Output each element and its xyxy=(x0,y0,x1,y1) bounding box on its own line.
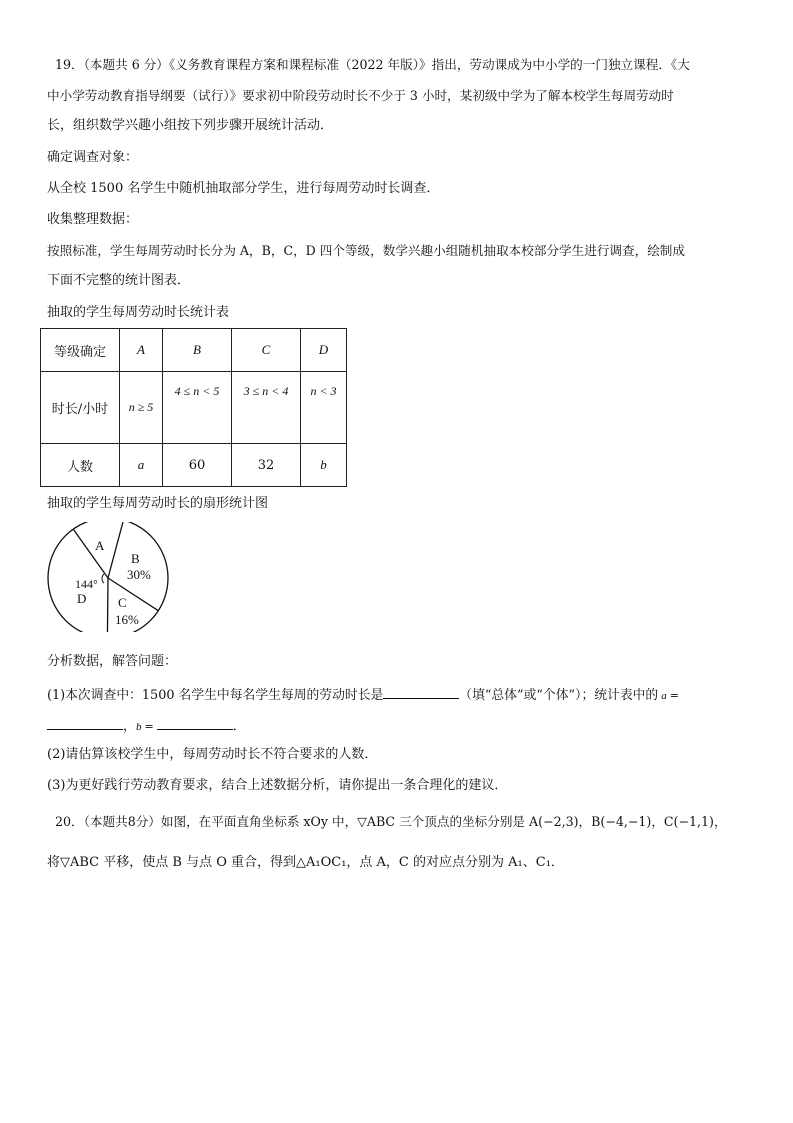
table-cell: 60 xyxy=(163,444,232,487)
answer-blank-1[interactable] xyxy=(383,684,459,699)
var-a: a xyxy=(661,690,667,702)
sub-question-1-text-b: （填“总体”或“个体”）；统计表中的 xyxy=(459,688,659,703)
pie-chart xyxy=(45,522,175,632)
table-row-label: 人数 xyxy=(41,444,120,487)
slice-value-c: 16% xyxy=(115,612,139,627)
slice-label-d: D xyxy=(77,591,87,606)
table-header-cell: B xyxy=(163,329,232,372)
table-header-cell: D xyxy=(301,329,347,372)
q19-line-2: 中小学劳动教育指导纲要（试行）》要求初中阶段劳动时长不少于 3 小时，某初级中学为了解本校学生每周劳动时 xyxy=(47,88,674,103)
q20-line-2: 将▽ABC 平移，使点 B 与点 O 重合，得到△A₁OC₁，点 A，C 的对应点分别为 A₁、C₁． xyxy=(47,855,564,870)
table-header-cell: C xyxy=(232,329,301,372)
table-cell: 32 xyxy=(232,444,301,487)
equals-sign-b: = xyxy=(144,720,154,733)
heading-survey-object: 确定调查对象： xyxy=(47,150,139,165)
heading-collect-data: 收集整理数据： xyxy=(47,212,139,227)
heading-analyze: 分析数据，解答问题： xyxy=(47,654,178,669)
sub-question-1-text-a: (1)本次调查中：1500 名学生中每名学生每周的劳动时长是 xyxy=(47,688,384,703)
pie-boundary-line xyxy=(108,522,124,578)
q19-line-1: 19．（本题共 6 分）《义务教育课程方案和课程标准（2022 年版）》指出，劳动课成为中小学的一门独立课程．《大 xyxy=(55,57,690,72)
slice-value-d: 144° xyxy=(75,577,98,591)
table-cell: 4 ≤ n < 5 xyxy=(163,372,232,444)
pie-boundary-line xyxy=(107,578,108,632)
slice-label-a: A xyxy=(95,538,105,553)
period: ． xyxy=(232,719,246,734)
table-cell: 3 ≤ n < 4 xyxy=(232,372,301,444)
survey-object-text: 从全校 1500 名学生中随机抽取部分学生，进行每周劳动时长调查． xyxy=(47,181,440,196)
slice-label-b: B xyxy=(131,551,140,566)
table-row-label: 时长/小时 xyxy=(41,372,120,444)
sub-question-1-cont xyxy=(47,715,246,736)
slice-label-c: C xyxy=(118,595,127,610)
comma: ， xyxy=(123,719,137,734)
table-cell: b xyxy=(301,444,347,487)
answer-blank-b[interactable] xyxy=(157,715,233,730)
statistics-table xyxy=(40,328,347,487)
sub-question-2: (2)请估算该校学生中，每周劳动时长不符合要求的人数． xyxy=(47,747,378,762)
sub-question-3: (3)为更好践行劳动教育要求，结合上述数据分析，请你提出一条合理化的建议． xyxy=(47,778,508,793)
table-cell: n ≥ 5 xyxy=(120,372,163,444)
sub-question-1 xyxy=(47,684,679,705)
pie-boundary-line xyxy=(108,578,158,611)
collect-text-line-2: 下面不完整的统计图表． xyxy=(47,273,191,288)
table-header-cell: A xyxy=(120,329,163,372)
table-caption: 抽取的学生每周劳动时长统计表 xyxy=(47,305,230,320)
equals-sign-a: = xyxy=(669,689,679,702)
pie-caption: 抽取的学生每周劳动时长的扇形统计图 xyxy=(47,496,269,511)
slice-value-b: 30% xyxy=(127,567,151,582)
var-b: b xyxy=(136,721,142,733)
answer-blank-a[interactable] xyxy=(47,715,123,730)
q20-line-1: 20．（本题共8分）如图，在平面直角坐标系 xOy 中，▽ABC 三个顶点的坐标分别是 A(−2,3)，B(−4,−1)，C(−1,1)， xyxy=(55,814,727,829)
q19-line-3: 长，组织数学兴趣小组按下列步骤开展统计活动． xyxy=(47,118,334,133)
table-cell: n < 3 xyxy=(301,372,347,444)
angle-arc xyxy=(102,574,104,583)
table-cell: a xyxy=(120,444,163,487)
pie-boundary-line xyxy=(73,529,108,578)
table-header-cell: 等级确定 xyxy=(41,329,120,372)
collect-text-line-1: 按照标准，学生每周劳动时长分为 A，B，C，D 四个等级，数学兴趣小组随机抽取本校部分学生进行调查，绘制成 xyxy=(47,243,685,258)
